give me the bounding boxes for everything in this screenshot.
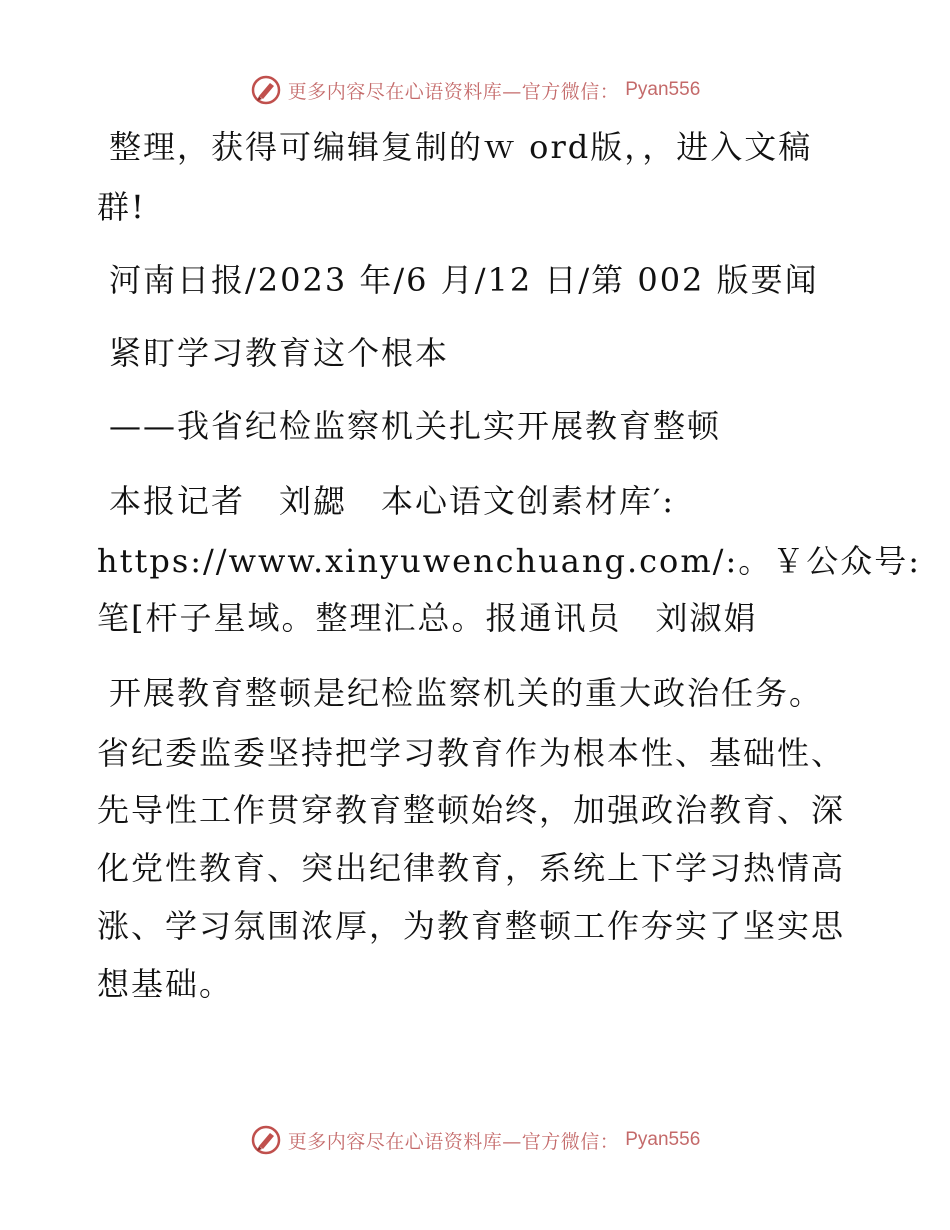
byline: 笔[杆子星域。整理汇总。报通讯员 刘淑娟 <box>97 599 758 637</box>
wechat-id: Pyan556 <box>625 79 701 100</box>
byline: https://www.xinyuwenchuang.com/:。￥公众号: <box>97 542 922 580</box>
header-watermark-banner <box>0 70 950 110</box>
article-subtitle: ——我省纪检监察机关扎实开展教育整顿 <box>109 407 722 445</box>
body-paragraph-line: 开展教育整顿是纪检监察机关的重大政治任务。 <box>109 674 824 712</box>
wechat-id: Pyan556 <box>625 1129 701 1150</box>
footer-watermark-banner <box>0 1120 950 1160</box>
intro-line: 整理，获得可编辑复制的ｗ ord版，，进入文稿 <box>109 128 813 166</box>
body-paragraph-line: 化党性教育、突出纪律教育，系统上下学习热情高 <box>97 849 846 887</box>
body-paragraph-line: 省纪委监委坚持把学习教育作为根本性、基础性、 <box>97 734 846 772</box>
watermark-text: 更多内容尽在心语资料库—官方微信： <box>287 80 620 103</box>
article-title: 紧盯学习教育这个根本 <box>109 334 450 372</box>
intro-line: 群! <box>97 188 146 226</box>
pen-seal-icon <box>250 74 282 106</box>
watermark-text: 更多内容尽在心语资料库—官方微信： <box>287 1130 620 1153</box>
body-paragraph-line: 先导性工作贯穿教育整顿始终，加强政治教育、深 <box>97 791 846 829</box>
pen-seal-icon <box>250 1124 282 1156</box>
body-paragraph-line: 想基础。 <box>97 965 234 1003</box>
body-paragraph-line: 涨、学习氛围浓厚，为教育整顿工作夯实了坚实思 <box>97 907 846 945</box>
byline: 本报记者 刘勰 本心语文创素材库′: <box>109 482 676 520</box>
dateline: 河南日报/2023 年/6 月/12 日/第 002 版要闻 <box>109 261 819 299</box>
